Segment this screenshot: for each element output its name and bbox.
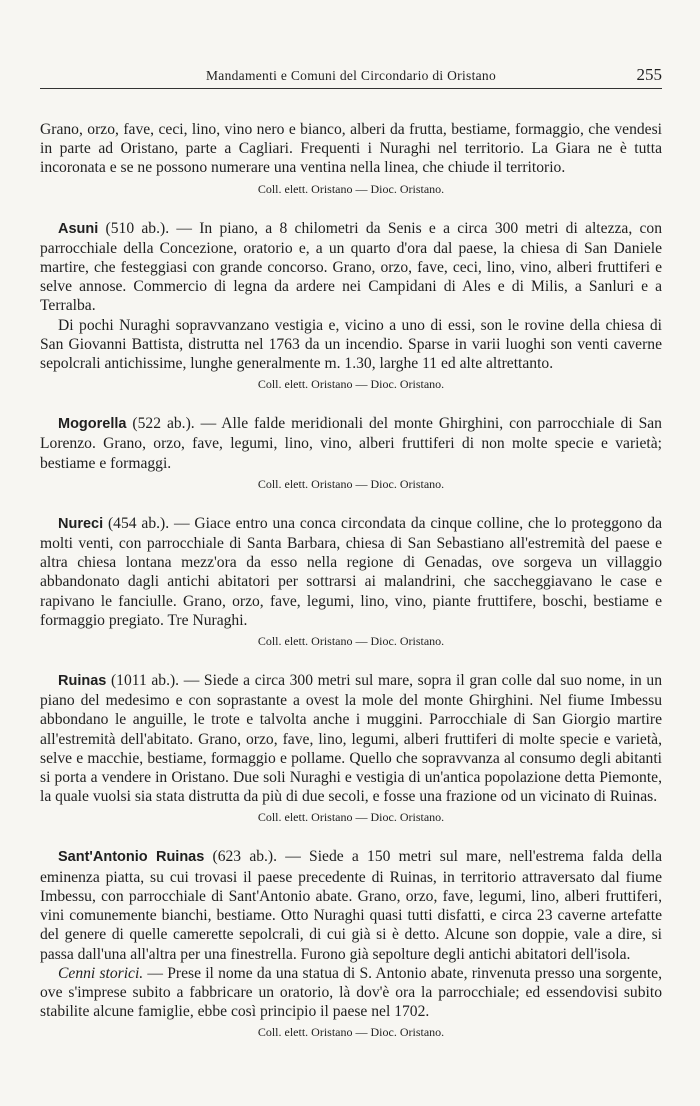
mogorella-paragraph [40, 414, 662, 473]
santantonio-cenni-paragraph [40, 964, 662, 1022]
ruinas-text: — Siede a circa 300 metri sul mare, sopra il gran colle dal suo nome, in un piano del medesimo e con soprastante a ovest la mole del monte Ghirghini. Nel fiume Imbessu abbondano le anguille, le trote e talvolta anche i muggini. Parrocchiale di San Giorgio martire all'estremità dell'abitato. Grano, orzo, fave, lino, legumi, alberi fruttiferi di molte specie e varietà, selve e macchie, bestiame, formaggio e pollame. Quello che sopravvanza al consumo degli abitanti si porta a vendere in Oristano. Due soli Nuraghi e vestigia di un'antica popolazione detta Piemonte, la quale vuolsi sia stata distrutta da più di due secoli, e fosse una frazione od un vicinato di Ruinas. [40, 672, 662, 806]
ruinas-population: (1011 ab.). [106, 672, 180, 690]
asuni-population: (510 ab.). [98, 219, 170, 237]
page-number: 255 [636, 65, 662, 84]
mogorella-coll: Coll. elett. Oristano — Dioc. Oristano. [257, 476, 445, 491]
mogorella-population: (522 ab.). [126, 415, 195, 433]
intro-paragraph: Grano, orzo, fave, ceci, lino, vino nero e bianco, alberi da frutta, bestiame, formaggio, che vendesi in parte ad Oristano, parte a Cagliari. Frequenti i Nuraghi nel territorio. La Giara ne è tutta incoronata e se ne possono numerare una ventina nella linea, che chiude il territorio. [40, 121, 662, 177]
asuni-coll: Coll. elett. Oristano — Dioc. Oristano. [257, 377, 445, 392]
nureci-population: (454 ab.). [103, 514, 170, 532]
asuni-paragraph-2: Di pochi Nuraghi sopravvanzano vestigia e, vicino a uno di essi, son le rovine della chiesa di San Giovanni Battista, distrutta nel 1763 da un incendio. Sparse in varii luoghi son venti caverne sepolcrali antichissime, lunghe generalmente m. 1.30, larghe 11 ed alte altrettanto. [40, 316, 662, 373]
ruinas-paragraph [40, 671, 662, 806]
mogorella-text: — Alle falde meridionali del monte Ghirghini, con parrocchiale di San Lorenzo. Grano, orzo, fave, legumi, lino, vino, alberi fruttiferi di non molte specie e varietà; bestiame e formaggi. [40, 415, 662, 472]
santantonio-population: (623 ab.). [204, 848, 278, 866]
page-header [40, 66, 662, 89]
santantonio-text: — Siede a 150 metri sul mare, nell'estrema falda della eminenza piatta, su cui trovasi il paese precedente di Ruinas, in territorio attraversato dal fiume Imbessu, con parrocchiale di Sant'Antonio abate. Grano, orzo, fave, legumi, lino, alberi fruttiferi, vini comunemente bianchi, bestiame. Otto Nuraghi quasi tutti disfatti, e circa 23 caverne artefatte del genere di quelle camerette sepolcrali, di cui già si è detto. Alcune son doppie, vale a dire, si passa dall'una all'altra per una finestrella. Furono già sepolture degli antichi abitatori dell'isola. [40, 848, 662, 963]
intro-coll: Coll. elett. Oristano — Dioc. Oristano. [257, 181, 445, 196]
page-content [40, 120, 662, 1040]
entry-name-nureci: Nureci [58, 515, 104, 532]
nureci-paragraph [40, 514, 662, 630]
entry-name-santantonio: Sant'Antonio Ruinas [58, 849, 205, 866]
nureci-coll: Coll. elett. Oristano — Dioc. Oristano. [257, 634, 445, 649]
asuni-text: — In piano, a 8 chilometri da Senis e a circa 300 metri di altezza, con parrocchiale della Concezione, oratorio e, a un quarto d'ora dal paese, la chiesa di San Daniele martire, che festeggiasi con grande concorso. Grano, orzo, fave, ceci, lino, vino, alberi fruttiferi e selve annose. Commercio di legna da ardere nei Campidani di Ales e di Milis, a Sanluri e a Terralba. [40, 219, 663, 315]
ruinas-coll: Coll. elett. Oristano — Dioc. Oristano. [257, 810, 445, 825]
cenni-storici-label: Cenni storici. [58, 964, 144, 982]
nureci-text: — Giace entro una conca circondata da cinque colline, che lo proteggono da molti venti, con parrocchiale di Santa Barbara, chiesa di San Sebastiano all'estremità del paese e altra chiesa lontana mezz'ora da esso nella regione di Genadas, ove sorgeva un villaggio abbandonato dagli antichi abitatori per sottrarsi ai malandrini, che saccheggiavano le case e rapivano le fanciulle. Grano, orzo, fave, legumi, lino, vino, piante fruttifere, boschi, bestiame e formaggio pregiato. Tre Nuraghi. [40, 514, 662, 629]
entry-name-ruinas: Ruinas [58, 673, 107, 690]
asuni-paragraph [40, 219, 662, 316]
cenni-storici-text: — Prese il nome da una statua di S. Antonio abate, rinvenuta presso una sorgente, ove s'imprese subito a fabbricare un oratorio, là dov'è ora la parrocchiale; ed essendovisi subito stabilite alcune famiglie, ebbe così principio il paese nel 1702. [40, 964, 663, 1021]
running-title: Mandamenti e Comuni del Circondario di Oristano [205, 68, 497, 83]
santantonio-coll: Coll. elett. Oristano — Dioc. Oristano. [257, 1025, 445, 1040]
entry-name-asuni: Asuni [58, 220, 99, 237]
santantonio-paragraph [40, 847, 662, 963]
entry-name-mogorella: Mogorella [58, 416, 127, 433]
